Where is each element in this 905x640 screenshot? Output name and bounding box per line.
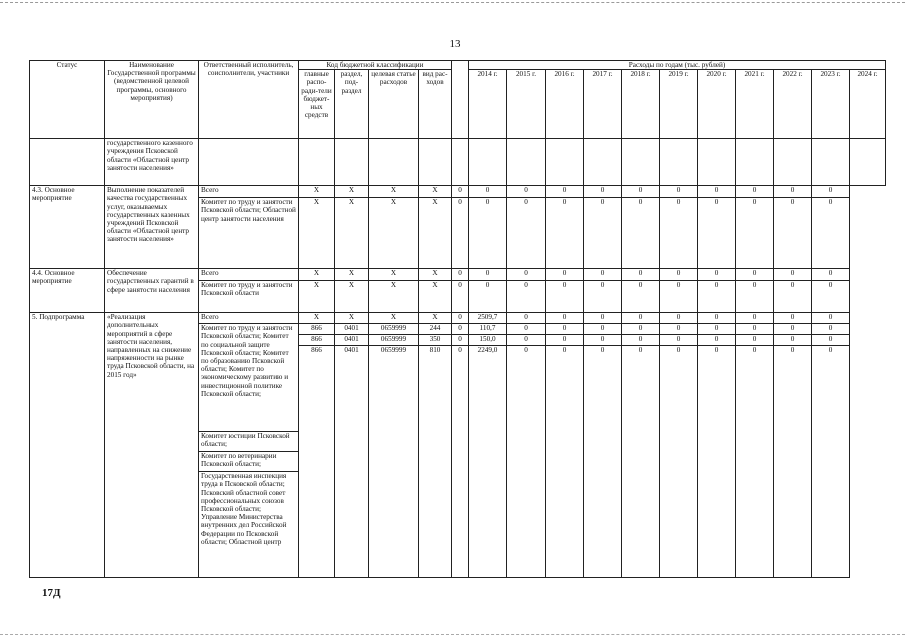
code-cell: Х — [299, 198, 335, 269]
value-cell: 0 — [546, 281, 584, 313]
code-cell: Х — [299, 281, 335, 313]
value-cell: 0 — [698, 346, 736, 578]
value-cell: 0 — [507, 313, 546, 324]
code-cell: Х — [419, 281, 452, 313]
value-cell: 150,0 — [469, 335, 507, 346]
value-cell: 0 — [584, 198, 622, 269]
value-cell: 0 — [660, 335, 698, 346]
header-name: Наименование Государственной программы (ведомственной целевой программы, основного мероприятия) — [105, 61, 199, 139]
header-year: 2018 г. — [622, 70, 660, 139]
code-cell: Х — [335, 313, 369, 324]
value-cell: 0 — [698, 324, 736, 335]
value-cell: 0 — [660, 186, 698, 198]
table-row-4-3-total — [30, 186, 886, 198]
value-cell: 0 — [774, 346, 812, 578]
value-cell: 0 — [469, 198, 507, 269]
code-cell: Х — [299, 186, 335, 198]
code-cell: Х — [419, 198, 452, 269]
value-cell: 0 — [736, 346, 774, 578]
value-cell: 0 — [546, 269, 584, 281]
value-cell: 0 — [736, 324, 774, 335]
exec-5-justice: Комитет юстиции Псковской области; — [199, 432, 299, 452]
scan-top-edge — [0, 2, 905, 3]
code-cell: 0659999 — [369, 335, 419, 346]
value-cell: 0 — [584, 269, 622, 281]
value-cell: 0 — [622, 281, 660, 313]
page-number: 13 — [449, 38, 461, 50]
value-cell: 0 — [469, 269, 507, 281]
value-cell: 0 — [812, 346, 850, 578]
value-cell: 0 — [698, 313, 736, 324]
value-cell: 0 — [584, 281, 622, 313]
header-grbs: главные распо-ради-тели бюджет-ных средств — [299, 70, 335, 139]
value-cell: 0 — [507, 324, 546, 335]
value-cell: 0 — [812, 313, 850, 324]
code-cell: Х — [335, 198, 369, 269]
code-cell: Х — [419, 186, 452, 198]
value-cell: 0 — [546, 324, 584, 335]
status-4-4: 4.4. Основное мероприятие — [30, 269, 105, 313]
table-row-continuation — [30, 139, 886, 186]
header-rzpr: раздел, под-раздел — [335, 70, 369, 139]
value-cell: 0 — [736, 335, 774, 346]
value-cell: 110,7 — [469, 324, 507, 335]
value-cell: 0 — [812, 186, 850, 198]
code-cell: Х — [369, 269, 419, 281]
value-cell: 0 — [584, 324, 622, 335]
header-year: 2020 г. — [698, 70, 736, 139]
code-cell: 810 — [419, 346, 452, 578]
value-cell: 0 — [507, 269, 546, 281]
value-cell: 0 — [507, 346, 546, 578]
value-cell: 0 — [622, 313, 660, 324]
value-cell: 0 — [452, 335, 469, 346]
value-cell: 0 — [469, 186, 507, 198]
value-cell: 0 — [774, 186, 812, 198]
value-cell: 0 — [452, 186, 469, 198]
exec-5-total: Всего — [199, 313, 299, 324]
footer-code: 17Д — [42, 587, 61, 599]
header-executor: Ответственный исполнитель, соисполнители, участники — [199, 61, 299, 139]
value-cell: 0 — [812, 281, 850, 313]
name-4-4: Обеспечение государственных гарантий в сфере занятости населения — [105, 269, 199, 313]
value-cell: 0 — [546, 313, 584, 324]
status-4-3: 4.3. Основное мероприятие — [30, 186, 105, 269]
exec-4-3-total: Всего — [199, 186, 299, 198]
value-cell: 0 — [698, 281, 736, 313]
scan-bottom-edge — [0, 634, 905, 635]
value-cell: 0 — [546, 335, 584, 346]
value-cell: 0 — [736, 198, 774, 269]
code-cell: Х — [335, 281, 369, 313]
value-cell: 0 — [622, 198, 660, 269]
value-cell: 0 — [736, 186, 774, 198]
value-cell: 0 — [660, 198, 698, 269]
header-year: 2017 г. — [584, 70, 622, 139]
value-cell: 0 — [698, 269, 736, 281]
value-cell: 0 — [507, 281, 546, 313]
header-csr: целевая статье расходов — [369, 70, 419, 139]
value-cell: 0 — [622, 346, 660, 578]
code-cell: 350 — [419, 335, 452, 346]
value-cell: 0 — [622, 324, 660, 335]
value-cell: 0 — [546, 186, 584, 198]
code-cell: Х — [419, 313, 452, 324]
code-cell: Х — [369, 281, 419, 313]
value-cell: 0 — [452, 324, 469, 335]
value-cell: 0 — [622, 269, 660, 281]
value-cell: 0 — [774, 324, 812, 335]
code-cell: 0401 — [335, 324, 369, 335]
value-cell: 0 — [698, 335, 736, 346]
exec-5-inspection: Государственная инспекция труда в Псковской области; Псковский областной совет профессиональных союзов Псковской области; Управление Министерства внутренних дел Российской Федерации по Псковской области; Областной центр — [199, 472, 299, 578]
header-year: 2024 г. — [850, 70, 886, 139]
value-cell: 0 — [507, 335, 546, 346]
value-cell: 0 — [452, 198, 469, 269]
header-year: 2021 г. — [736, 70, 774, 139]
value-cell: 0 — [584, 313, 622, 324]
value-cell: 0 — [546, 198, 584, 269]
value-cell: 0 — [698, 186, 736, 198]
name-5: «Реализация дополнительных мероприятий в сфере занятости населения, направленных на снижение напряженности на рынке труда Псковской области, на 2015 год» — [105, 313, 199, 578]
value-cell: 0 — [698, 198, 736, 269]
cont-name: государственного казенного учреждения Псковской области «Областной центр занятости населения» — [105, 139, 199, 186]
exec-4-4-committee: Комитет по труду и занятости Псковской области — [199, 281, 299, 313]
header-budget-code: Код бюджетной классификации — [299, 61, 452, 70]
header-status: Статус — [30, 61, 105, 139]
value-cell: 2509,7 — [469, 313, 507, 324]
value-cell: 0 — [584, 186, 622, 198]
value-cell: 0 — [812, 335, 850, 346]
value-cell: 0 — [660, 269, 698, 281]
header-year: 2014 г. — [469, 70, 507, 139]
code-cell: Х — [369, 198, 419, 269]
value-cell: 0 — [584, 346, 622, 578]
header-year: 2019 г. — [660, 70, 698, 139]
code-cell: 866 — [299, 346, 335, 578]
value-cell: 0 — [774, 198, 812, 269]
value-cell: 0 — [812, 198, 850, 269]
header-year: 2022 г. — [774, 70, 812, 139]
exec-4-3-committee: Комитет по труду и занятости Псковской области; Областной центр занятости населения — [199, 198, 299, 269]
code-cell: 0401 — [335, 346, 369, 578]
code-cell: 0659999 — [369, 324, 419, 335]
code-cell: 0401 — [335, 335, 369, 346]
value-cell: 0 — [622, 335, 660, 346]
value-cell: 0 — [507, 198, 546, 269]
value-cell: 0 — [584, 335, 622, 346]
name-4-3: Выполнение показателей качества государственных услуг, оказываемых государственных казенных учреждений Псковской области «Областной центр занятости населения» — [105, 186, 199, 269]
value-cell: 0 — [736, 313, 774, 324]
code-cell: Х — [369, 186, 419, 198]
table-row-5-total — [30, 313, 886, 324]
exec-5-veterinary: Комитет по ветеринарии Псковской области; — [199, 452, 299, 472]
value-cell: 0 — [452, 346, 469, 578]
header-year: 2015 г. — [507, 70, 546, 139]
table-row-4-4-total — [30, 269, 886, 281]
code-cell: Х — [335, 186, 369, 198]
value-cell: 0 — [812, 269, 850, 281]
exec-4-4-total: Всего — [199, 269, 299, 281]
code-cell: 866 — [299, 324, 335, 335]
value-cell: 0 — [507, 186, 546, 198]
code-cell: Х — [299, 269, 335, 281]
value-cell: 0 — [452, 269, 469, 281]
code-cell: 0659999 — [369, 346, 419, 578]
code-cell: Х — [369, 313, 419, 324]
status-5: 5. Подпрограмма — [30, 313, 105, 578]
value-cell: 0 — [736, 281, 774, 313]
value-cell: 0 — [546, 346, 584, 578]
value-cell: 0 — [660, 324, 698, 335]
value-cell: 0 — [812, 324, 850, 335]
code-cell: Х — [335, 269, 369, 281]
code-cell: Х — [299, 313, 335, 324]
header-year: 2016 г. — [546, 70, 584, 139]
code-cell: 244 — [419, 324, 452, 335]
header-year: 2023 г. — [812, 70, 850, 139]
value-cell: 0 — [774, 313, 812, 324]
value-cell: 0 — [660, 346, 698, 578]
value-cell: 0 — [774, 269, 812, 281]
value-cell: 0 — [469, 281, 507, 313]
value-cell: 0 — [774, 281, 812, 313]
code-cell: Х — [419, 269, 452, 281]
value-cell: 0 — [452, 281, 469, 313]
budget-table — [29, 60, 886, 578]
value-cell: 0 — [660, 281, 698, 313]
header-spacer — [452, 61, 469, 139]
value-cell: 0 — [660, 313, 698, 324]
value-cell: 0 — [774, 335, 812, 346]
value-cell: 0 — [622, 186, 660, 198]
exec-5-committees: Комитет по труду и занятости Псковской области; Комитет по социальной защите Псковской области; Комитет по образованию Псковской области; Комитет по экономическому развитию и инвестиционной политике Псковской области; — [199, 324, 299, 432]
value-cell: 2249,0 — [469, 346, 507, 578]
header-expenses: Расходы по годам (тыс. рублей) — [469, 61, 886, 70]
value-cell: 0 — [452, 313, 469, 324]
value-cell: 0 — [736, 269, 774, 281]
header-vr: вид рас-ходов — [419, 70, 452, 139]
code-cell: 866 — [299, 335, 335, 346]
